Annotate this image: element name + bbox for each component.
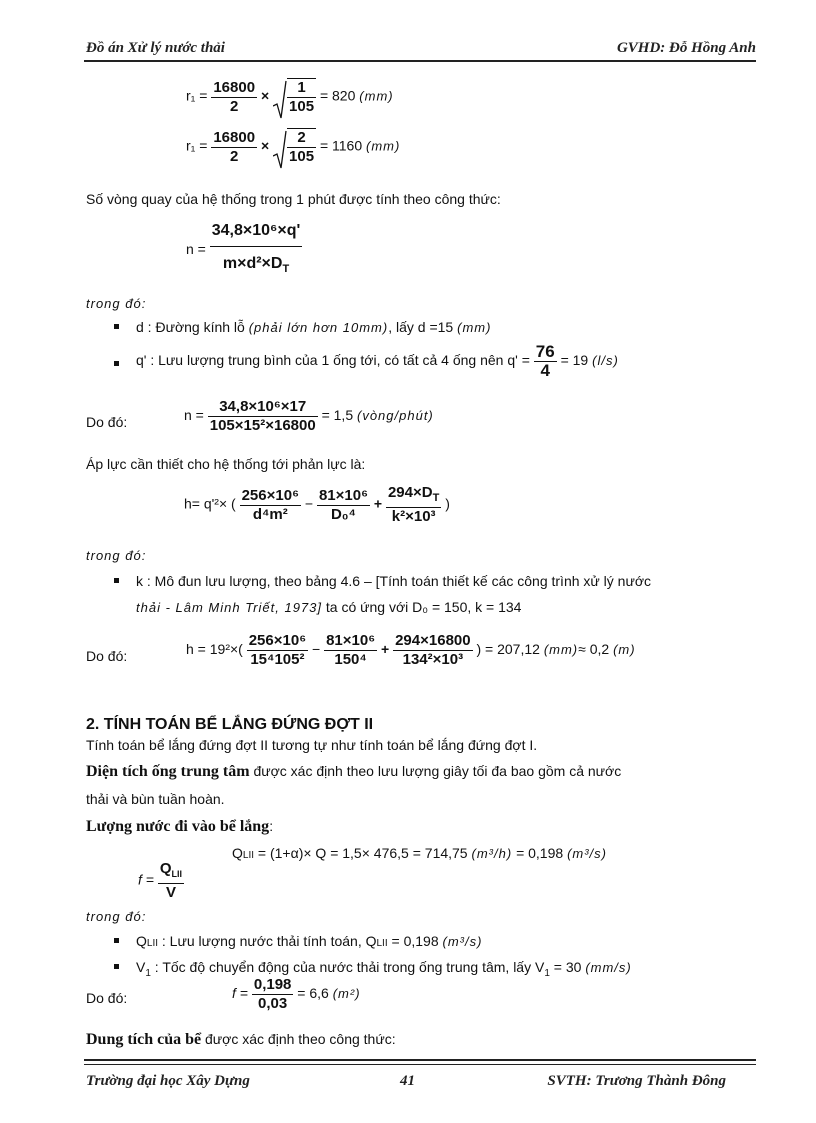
equation-h: h= q'²× ( $\frac{\text{256×10⁶}}{\text{d⁴m²}}$ − $\frac{\text{81×10⁶}}{\text{D₀⁴}}$ + $\frac{294\times D_T}{\text{k²×10³}}$ )	[184, 484, 450, 525]
paragraph-rotation: Số vòng quay của hệ thống trong 1 phút được tính theo công thức:	[86, 191, 501, 207]
bullet-k-line2: thải - Lâm Minh Triết, 1973] ta có ứng với D₀ = 150, k = 134	[136, 599, 522, 615]
paragraph-dung-tich: Dung tích của bể được xác định theo công thức:	[86, 1031, 396, 1048]
bullet-marker	[114, 361, 119, 366]
bullet-v1: $V_1$ : Tốc độ chuyển động của nước thải trong ống trung tâm, lấy $V_1 = 30$ (mm/s)	[136, 959, 632, 979]
equation-n: n = $\frac{\text{34,8×10⁶×q'}}{m\times d^2\times D_T}$	[186, 222, 301, 276]
equation-f: f = $\frac{Q_{LII}}{V}$	[138, 860, 183, 901]
equation-f-result: f = $\frac{0,198}{0,03}$ = 6,6 (m²)	[232, 976, 361, 1012]
bullet-q: q' : Lưu lượng trung bình của 1 ống tới, có tất cả 4 ống nên q' = $\frac{76}{4}$ = 19 (l/s)	[136, 342, 619, 380]
equation-r1-b: r₁ = $\frac{16800}{2}$ × $\frac{2}{105}$ = 1160 (mm)	[186, 128, 400, 166]
equation-h-result: h = 19²×( $\frac{\text{256×10⁶}}{\text{15⁴105²}}$ − $\frac{\text{81×10⁶}}{\text{150⁴}}$ + $\frac{294\times 16800}{\text{134²×10³}}$ ) = 207,12 (mm)≈ 0,2 (m)	[186, 632, 636, 668]
label-trong-do-1: trong đó:	[86, 296, 147, 311]
bullet-qlii: QLII : Lưu lượng nước thải tính toán, QLII = 0,198 (m³/s)	[136, 933, 483, 949]
header-right: GVHD: Đỗ Hồng Anh	[616, 40, 756, 56]
label-trong-do-3: trong đó:	[86, 909, 147, 924]
bullet-marker	[114, 578, 119, 583]
paragraph-luong-nuoc: Lượng nước đi vào bể lắng:	[86, 818, 274, 835]
footer-rule	[84, 1059, 756, 1061]
footer-right: SVTH: Trương Thành Đông	[547, 1073, 726, 1089]
header-left: Đồ án Xử lý nước thải	[86, 40, 225, 56]
paragraph-pressure: Áp lực cần thiết cho hệ thống tới phản lực là:	[86, 456, 366, 472]
equation-qlii: QLII = (1+α)× Q = 1,5× 476,5 = 714,75 (m³/h) = 0,198 (m³/s)	[232, 845, 607, 861]
label-do-do-2: Do đó:	[86, 648, 128, 664]
footer-left: Trường đại học Xây Dựng	[86, 1073, 250, 1089]
label-trong-do-2: trong đó:	[86, 548, 147, 563]
bullet-marker	[114, 964, 119, 969]
footer-rule-thin	[84, 1064, 756, 1065]
bullet-marker	[114, 938, 119, 943]
sqrt-symbol: $\frac{2}{105}$	[273, 128, 316, 166]
section-intro: Tính toán bể lắng đứng đợt II tương tự như tính toán bể lắng đứng đợt I.	[86, 737, 538, 753]
page-number: 41	[400, 1073, 415, 1089]
bullet-marker	[114, 324, 119, 329]
bullet-d: d : Đường kính lỗ (phải lớn hơn 10mm), lấy d =15 (mm)	[136, 319, 492, 335]
paragraph-dien-tich-line2: thải và bùn tuần hoàn.	[86, 791, 225, 807]
sqrt-symbol: $\frac{1}{105}$	[273, 78, 316, 116]
equation-r1-a: r₁ = $\frac{16800}{2}$ × $\frac{1}{105}$ = 820 (mm)	[186, 78, 394, 116]
equation-n-result: n = $\frac{\text{34,8×10⁶×17}}{\text{105×15²×16800}}$ = 1,5 (vòng/phút)	[184, 398, 434, 434]
paragraph-dien-tich: Diện tích ống trung tâm được xác định theo lưu lượng giây tối đa bao gồm cả nước	[86, 763, 622, 780]
section-title: 2. TÍNH TOÁN BỂ LẮNG ĐỨNG ĐỢT II	[86, 716, 374, 733]
bullet-k-line1: k : Mô đun lưu lượng, theo bảng 4.6 – [Tính toán thiết kế các công trình xử lý nước	[136, 573, 652, 589]
label-do-do-3: Do đó:	[86, 990, 128, 1006]
header-rule	[84, 60, 756, 62]
label-do-do-1: Do đó:	[86, 414, 128, 430]
